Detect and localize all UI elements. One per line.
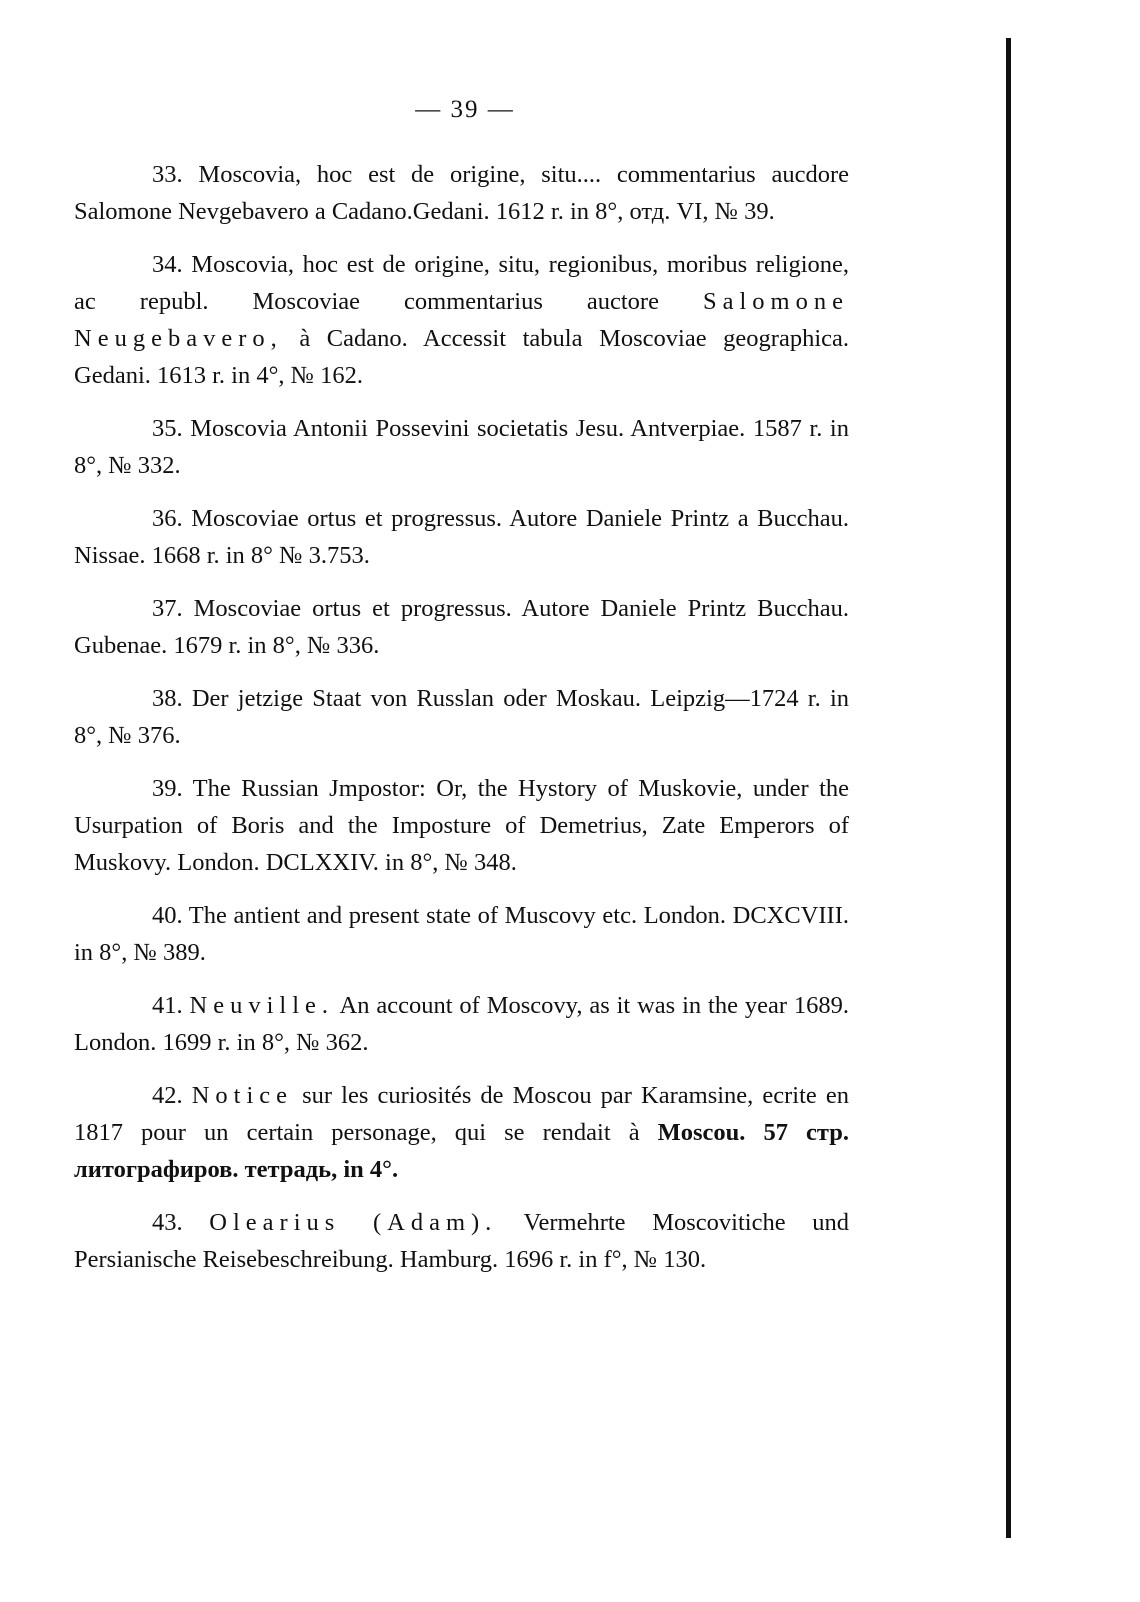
entry-text: Moscoviae ortus et progressus. Autore Daniele Printz a Bucchau. Nissae. 1668 r. in 8° № 3.753. — [74, 505, 849, 569]
entry-text: Der jetzige Staat von Russlan oder Moskau. Leipzig—1724 r. in 8°, № 376. — [74, 685, 849, 749]
entry-number: 35. — [152, 415, 183, 442]
entry-text: The Russian Jmpostor: Or, the Hystory of Muskovie, under the Usurpation of Boris and the Imposture of Demetrius, Zate Emperors of Muskovy. London. DCLXXIV. in 8°, № 348. — [74, 775, 849, 876]
entry-43 — [74, 1204, 849, 1278]
entry-number: 40. — [152, 902, 183, 929]
entry-text: Moscovia, hoc est de origine, situ, regionibus, moribus religione, ac republ. Moscoviae commentarius auctore — [74, 251, 850, 315]
entry-text-tail: à Cadano. Accessit tabula Moscoviae geographica. Gedani. 1613 r. in 4°, № 162. — [74, 325, 849, 389]
entry-number: 36. — [152, 505, 183, 532]
entry-text-tail: Vermehrte Moscovitiche und Persianische Reisebeschreibung. Hamburg. 1696 r. in f°, № 130. — [74, 1209, 849, 1273]
bibliography-list — [74, 156, 849, 1294]
entry-text-tail: sur les curiosités de Moscou par Karamsine, ecrite en 1817 pour un certain personage, qui se rendait à — [74, 1082, 849, 1146]
entry-33 — [74, 156, 849, 230]
entry-number: 34. — [152, 251, 183, 278]
page-edge-rule — [1006, 38, 1011, 1538]
entry-author-spaced: Olearius (Adam). — [209, 1209, 498, 1236]
entry-text: The antient and present state of Muscovy etc. London. DCXCVIII. in 8°, № 389. — [74, 902, 850, 966]
entry-number: 43. — [152, 1209, 183, 1236]
entry-number: 33. — [152, 161, 183, 188]
entry-40 — [74, 897, 849, 971]
page-number: — 39 — — [415, 96, 515, 123]
entry-number: 37. — [152, 595, 183, 622]
entry-text-tail: An account of Moscovy, as it was in the year 1689. London. 1699 r. in 8°, № 362. — [74, 992, 849, 1056]
entry-text: Moscovia Antonii Possevini societatis Jesu. Antverpiae. 1587 r. in 8°, № 332. — [74, 415, 849, 479]
entry-34 — [74, 246, 849, 394]
entry-bold-tail: Moscou. 57 стр. литографиров. тетрадь, in 4°. — [74, 1119, 849, 1183]
entry-author-spaced: Salomone Neugebavero, — [74, 288, 849, 352]
entry-text: Moscovia, hoc est de origine, situ.... commentarius aucdore Salomone Nevgebavero a Cadano.Gedani. 1612 r. in 8°, отд. VI, № 39. — [74, 161, 850, 225]
entry-number: 38. — [152, 685, 183, 712]
entry-36 — [74, 500, 849, 574]
entry-number: 39. — [152, 775, 183, 802]
entry-42 — [74, 1077, 849, 1188]
entry-text: Moscoviae ortus et progressus. Autore Daniele Printz Bucchau. Gubenae. 1679 r. in 8°, № 336. — [74, 595, 850, 659]
entry-author-spaced: Notice — [191, 1082, 294, 1109]
entry-37 — [74, 590, 849, 664]
entry-number: 41. — [152, 992, 183, 1019]
entry-number: 42. — [152, 1082, 183, 1109]
entry-39 — [74, 770, 849, 881]
entry-35 — [74, 410, 849, 484]
entry-author-spaced: Neuville. — [189, 992, 335, 1019]
entry-38 — [74, 680, 849, 754]
entry-41 — [74, 987, 849, 1061]
